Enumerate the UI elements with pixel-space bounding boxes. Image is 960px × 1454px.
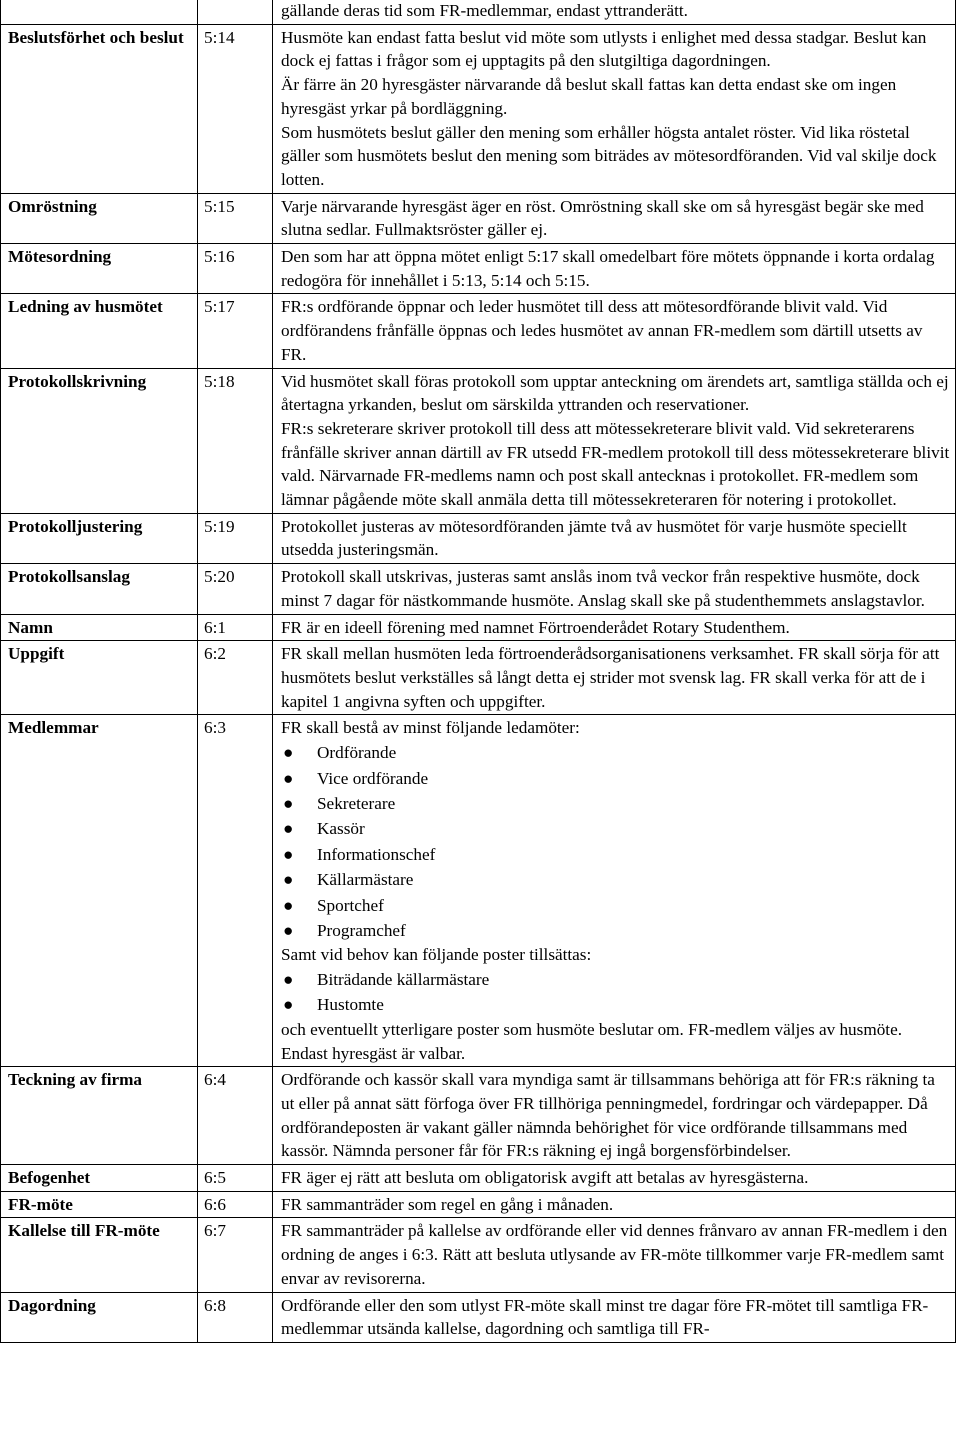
paragraph: FR sammanträder som regel en gång i månaden. <box>281 1194 614 1214</box>
bullet-icon: ● <box>283 870 294 890</box>
row-heading: Mötesordning <box>1 244 198 294</box>
paragraph: Protokoll skall utskrivas, justeras samt anslås inom två veckor från respektive husmöte, dock minst 7 dagar för nästkommande husmöte. Anslag skall ske på studenthemmets anslagstavlor. <box>281 567 925 610</box>
members-outro: och eventuellt ytterligare poster som husmöte beslutar om. FR-medlem väljes av husmöte. Endast hyresgäst är valbar. <box>281 1019 902 1063</box>
row-content <box>273 1191 956 1218</box>
row-heading: Medlemmar <box>1 715 198 1067</box>
row-heading: Beslutsförhet och beslut <box>1 24 198 193</box>
extra-posts-intro: Samt vid behov kan följande poster tillsättas: <box>281 945 592 965</box>
row-content <box>273 564 956 614</box>
section-number: 6:4 <box>198 1067 273 1165</box>
section-number: 6:7 <box>198 1218 273 1292</box>
row-heading: Befogenhet <box>1 1165 198 1192</box>
table-row <box>1 24 956 193</box>
table-row <box>1 1067 956 1165</box>
list-item: ● Sekreterare <box>281 791 951 816</box>
row-content <box>273 513 956 563</box>
list-item: ● Sportchef <box>281 893 951 918</box>
list-item: ● Hustomte <box>281 992 951 1017</box>
paragraph: Ordförande och kassör skall vara myndiga samt är tillsammans behöriga att för FR:s räkning ta ut eller på annat sätt förfoga över FR tillhöriga penningmedel, fordringar och värdepapper. Då ordförandeposten är vakant gäller nämnda behörighet för vice ordförande tillsammans med kassör. Nämnda personer får för FR:s räkning ej ingå borgensförbindelser. <box>281 1070 935 1161</box>
extra-posts-list <box>281 967 951 1018</box>
row-content <box>273 1218 956 1292</box>
paragraph: Ordförande eller den som utlyst FR-möte skall minst tre dagar före FR-mötet till samtliga FR-medlemmar utsända kallelse, dagordning och samtliga till FR- <box>281 1295 929 1339</box>
section-number: 5:17 <box>198 294 273 368</box>
section-number: 5:20 <box>198 564 273 614</box>
table-row <box>1 1191 956 1218</box>
row-content <box>273 294 956 368</box>
section-number: 6:8 <box>198 1292 273 1342</box>
list-item: ● Programchef <box>281 918 951 943</box>
section-number: 6:3 <box>198 715 273 1067</box>
section-number: 5:15 <box>198 193 273 243</box>
paragraph: FR äger ej rätt att besluta om obligatorisk avgift att betalas av hyresgästerna. <box>281 1168 809 1188</box>
paragraph: FR är en ideell förening med namnet Förtroenderådet Rotary Studenthem. <box>281 617 790 637</box>
row-heading: Teckning av firma <box>1 1067 198 1165</box>
bullet-icon: ● <box>283 819 294 839</box>
section-number: 6:1 <box>198 614 273 641</box>
bullet-icon: ● <box>283 970 294 990</box>
bullet-icon: ● <box>283 793 294 813</box>
paragraph: Varje närvarande hyresgäst äger en röst. Omröstning skall ske om så hyresgäst begär ske med slutna sedlar. Fullmaktsröster gäller ej. <box>281 196 924 240</box>
row-heading: FR-möte <box>1 1191 198 1218</box>
paragraph: Den som har att öppna mötet enligt 5:17 skall omedelbart före mötets öppnande i korta ordalag redogöra för innehållet i 5:13, 5:14 och 5:15. <box>281 247 935 290</box>
row-heading: Uppgift <box>1 641 198 715</box>
paragraph: Är färre än 20 hyresgäster närvarande då beslut skall fattas kan detta endast ske om ingen hyresgäst yrkar på bordläggning. <box>281 75 897 118</box>
list-item: ● Kassör <box>281 816 951 841</box>
table-row <box>1 614 956 641</box>
paragraph: gällande deras tid som FR-medlemmar, endast yttranderätt. <box>281 1 688 20</box>
row-heading: Kallelse till FR-möte <box>1 1218 198 1292</box>
row-content <box>273 0 956 24</box>
table-row <box>1 368 956 513</box>
section-number <box>198 0 273 24</box>
table-row <box>1 715 956 1067</box>
table-row <box>1 193 956 243</box>
paragraph: Som husmötets beslut gäller den mening som erhåller högsta antalet röster. Vid lika röstetal gäller som husmötets beslut den mening som biträdes av mötesordföranden. Vid val skilje dock lotten. <box>281 122 937 189</box>
bullet-icon: ● <box>283 895 294 915</box>
paragraph: FR skall mellan husmöten leda förtroenderådsorganisationens verksamhet. FR skall sörja för att husmötets beslut verkställes så långt detta ej strider mot svensk lag. FR skall verka för att de i kapitel 1 angivna syften och uppgifter. <box>281 644 940 711</box>
row-heading: Protokollsanslag <box>1 564 198 614</box>
row-content <box>273 193 956 243</box>
row-content <box>273 614 956 641</box>
bullet-icon: ● <box>283 920 294 940</box>
list-item: ● Källarmästare <box>281 867 951 892</box>
section-number: 6:2 <box>198 641 273 715</box>
section-number: 6:5 <box>198 1165 273 1192</box>
row-content <box>273 244 956 294</box>
list-item: ● Vice ordförande <box>281 766 951 791</box>
row-content <box>273 1067 956 1165</box>
members-intro: FR skall bestå av minst följande ledamöter: <box>281 718 580 738</box>
row-content <box>273 641 956 715</box>
members-list <box>281 740 951 943</box>
bullet-icon: ● <box>283 844 294 864</box>
row-content <box>273 368 956 513</box>
row-heading: Namn <box>1 614 198 641</box>
row-heading: Ledning av husmötet <box>1 294 198 368</box>
section-number: 6:6 <box>198 1191 273 1218</box>
table-row <box>1 1292 956 1342</box>
section-number: 5:18 <box>198 368 273 513</box>
row-heading: Omröstning <box>1 193 198 243</box>
list-item: ● Ordförande <box>281 740 951 765</box>
table-row <box>1 1165 956 1192</box>
list-item: ● Informationschef <box>281 842 951 867</box>
table-row <box>1 244 956 294</box>
row-heading: Protokolljustering <box>1 513 198 563</box>
bullet-icon: ● <box>283 995 294 1015</box>
table-row <box>1 641 956 715</box>
bullet-icon: ● <box>283 743 294 763</box>
row-content <box>273 1292 956 1342</box>
section-number: 5:14 <box>198 24 273 193</box>
table-row <box>1 513 956 563</box>
paragraph: Vid husmötet skall föras protokoll som upptar anteckning om ärendets art, samtliga ställda och ej återtagna yrkanden, beslut om särskilda yttranden och reservationer. <box>281 371 949 415</box>
table-row <box>1 0 956 24</box>
row-heading <box>1 0 198 24</box>
section-number: 5:19 <box>198 513 273 563</box>
list-item: ● Biträdande källarmästare <box>281 967 951 992</box>
row-heading: Dagordning <box>1 1292 198 1342</box>
row-content <box>273 24 956 193</box>
paragraph: FR:s sekreterare skriver protokoll till dess att mötessekreterare blivit vald. Vid sekreterarens frånfälle skriver annan därtill av FR utsedd FR-medlem protokoll till dess mötessekreterare blivit vald. Närvarnade FR-medlems namn och post skall antecknas i protokollet. FR-medlem som lämnar pågående möte skall anmäla detta till mötessekreteraren för notering i protokollet. <box>281 418 950 510</box>
table-row <box>1 564 956 614</box>
section-number: 5:16 <box>198 244 273 294</box>
table-row <box>1 1218 956 1292</box>
paragraph: FR sammanträder på kallelse av ordförande eller vid dennes frånvaro av annan FR-medlem i den ordning de anges i 6:3. Rätt att besluta utlysande av FR-möte tillkommer varje FR-medlem samt envar av revisorerna. <box>281 1221 948 1288</box>
bullet-icon: ● <box>283 768 294 788</box>
paragraph: FR:s ordförande öppnar och leder husmötet till dess att mötesordförande blivit vald. Vid ordförandens frånfälle öppnas och ledes husmötet av annan FR-medlem som därtill utsetts av FR. <box>281 297 923 364</box>
table-row <box>1 294 956 368</box>
paragraph: Husmöte kan endast fatta beslut vid möte som utlysts i enlighet med dessa stadgar. Beslut kan dock ej fattas i frågor som ej upptagits på den slutgiltiga dagordningen. <box>281 27 927 71</box>
row-content <box>273 715 956 1067</box>
paragraph: Protokollet justeras av mötesordföranden jämte två av husmötet för varje husmöte speciellt utsedda justeringsmän. <box>281 516 907 560</box>
row-heading: Protokollskrivning <box>1 368 198 513</box>
row-content <box>273 1165 956 1192</box>
